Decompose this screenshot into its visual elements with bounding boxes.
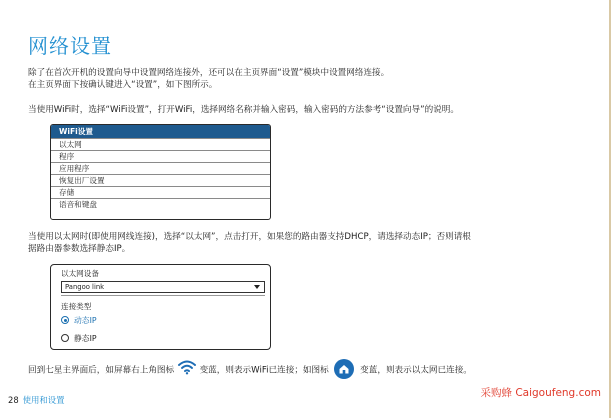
radio-unselected-icon xyxy=(61,334,69,342)
page-number: 28 xyxy=(8,395,19,405)
intro-paragraph xyxy=(28,67,389,91)
status-text-2: 变蓝，则表示WiFi已连接；如图标 xyxy=(199,365,329,376)
status-text-1: 回到七星主界面后，如屏幕右上角图标 xyxy=(28,365,175,376)
chevron-down-icon xyxy=(254,285,260,289)
status-paragraph xyxy=(28,360,472,380)
divider xyxy=(61,295,265,296)
wifi-icon xyxy=(177,359,197,379)
ethernet-panel xyxy=(50,264,271,350)
watermark: 采购蜂 Caigoufeng.com xyxy=(480,387,601,399)
ethernet-device-label: 以太网设备 xyxy=(61,269,99,278)
menu-item-programs[interactable]: 程序 xyxy=(51,151,270,163)
ethernet-paragraph xyxy=(28,231,471,255)
ethernet-device-select[interactable] xyxy=(61,281,265,293)
connection-type-label: 连接类型 xyxy=(61,302,92,311)
radio-static-ip[interactable] xyxy=(61,333,97,345)
radio-static-ip-label: 静态IP xyxy=(74,334,97,343)
page-footer xyxy=(8,394,65,406)
menu-item-storage[interactable]: 存储 xyxy=(51,187,270,199)
page-title: 网络设置 xyxy=(28,34,112,58)
status-text-3: 变蓝，则表示以太网已连接。 xyxy=(360,365,472,376)
radio-selected-icon xyxy=(61,316,69,324)
wifi-paragraph: 当使用WiFi时，选择“WiFi设置”，打开WiFi，选择网络名称并输入密码，输入密码的方法参考“设置向导”的说明。 xyxy=(28,105,459,115)
ethernet-line-2: 据路由器参数选择静态IP。 xyxy=(28,244,131,254)
home-icon xyxy=(334,359,354,379)
menu-item-applications[interactable]: 应用程序 xyxy=(51,163,270,175)
settings-menu xyxy=(50,124,271,220)
ethernet-line-1: 当使用以太网时(即使用网线连接)，选择“以太网”，点击打开，如果您的路由器支持DHCP，请选择动态IP；否则请根 xyxy=(28,232,471,242)
intro-line-1: 除了在首次开机的设置向导中设置网络连接外，还可以在主页界面“设置”模块中设置网络连接。 xyxy=(28,68,390,78)
ethernet-device-value: Pangoo link xyxy=(65,283,105,291)
menu-item-wifi-settings[interactable]: WiFi设置 xyxy=(51,125,270,139)
menu-item-factory-reset[interactable]: 恢复出厂设置 xyxy=(51,175,270,187)
menu-item-ethernet[interactable]: 以太网 xyxy=(51,139,270,151)
section-name: 使用和设置 xyxy=(22,395,65,405)
intro-line-2: 在主页界面下按确认键进入“设置”，如下图所示。 xyxy=(28,80,218,90)
radio-dynamic-ip[interactable] xyxy=(61,315,97,327)
radio-dynamic-ip-label: 动态IP xyxy=(74,316,97,325)
menu-item-language-keyboard[interactable]: 语音和键盘 xyxy=(59,200,97,209)
